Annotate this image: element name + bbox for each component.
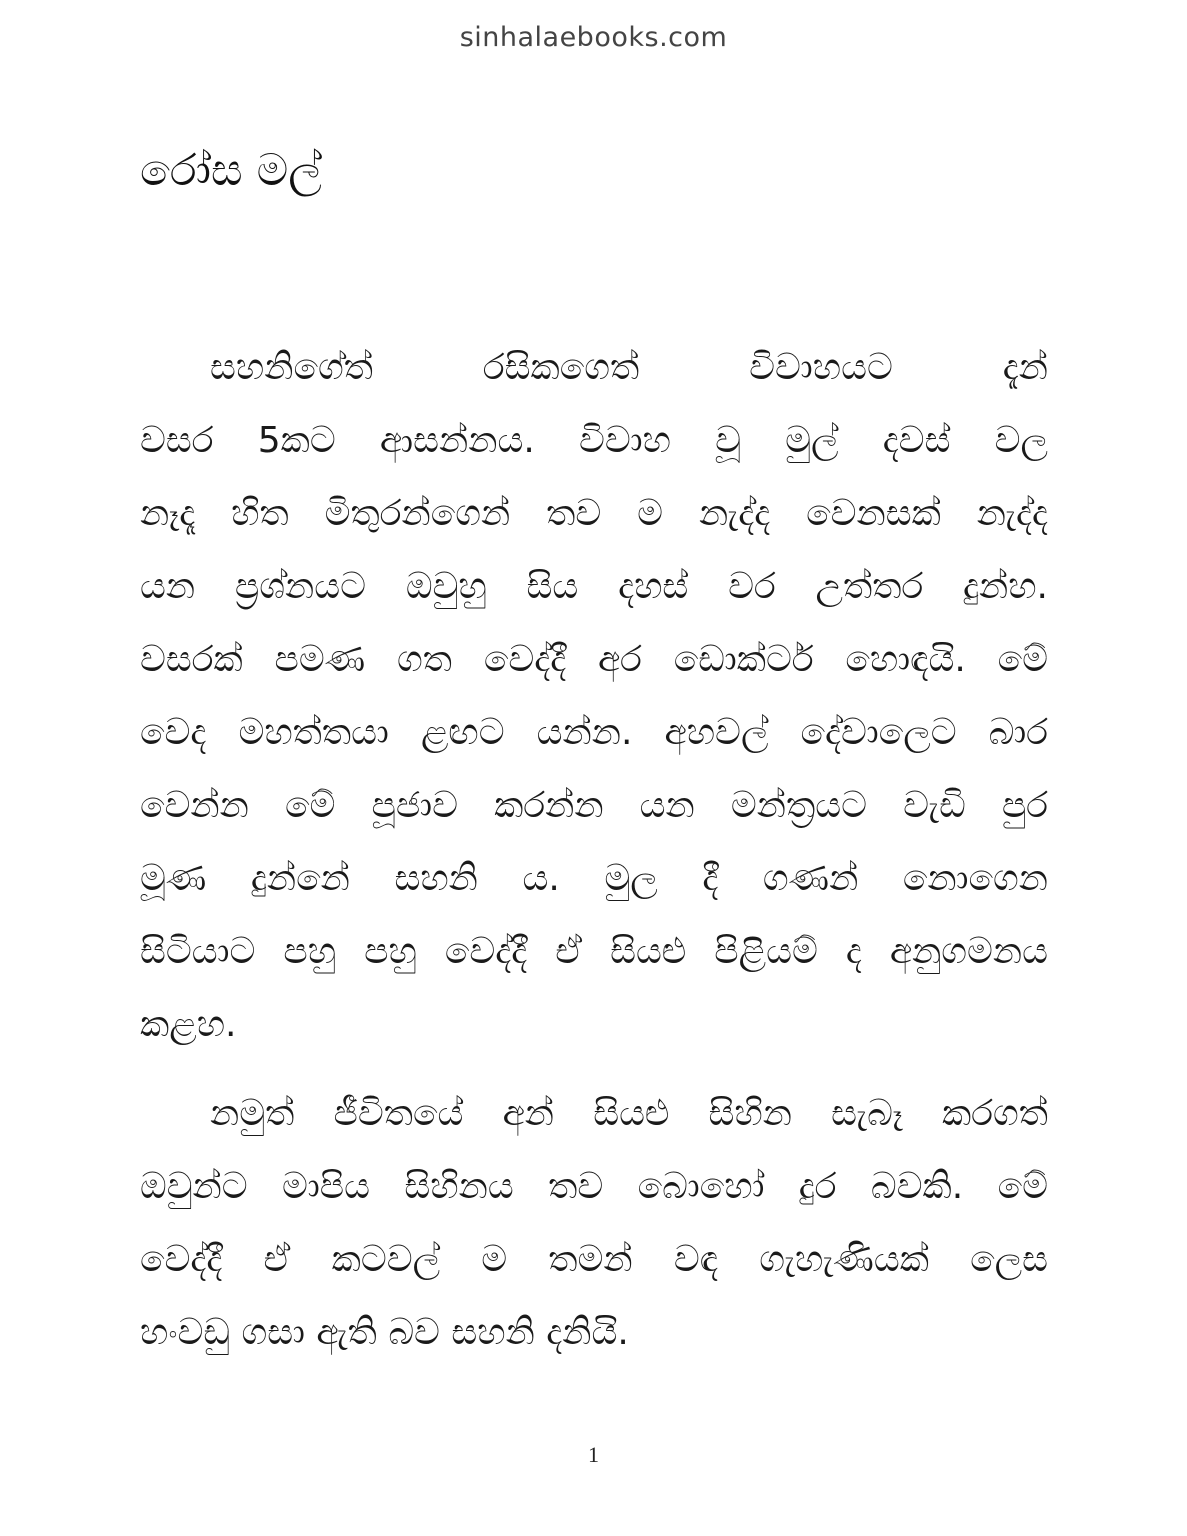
text-line: වෙද මහත්තයා ළඟට යන්න. අහවල් දේවාලෙට බාර <box>140 712 1048 753</box>
story-body <box>140 338 1048 1376</box>
text-line: කළහ. <box>140 1004 237 1045</box>
text-line: හංවඩු ගසා ඇති බව සහනි දනියි. <box>140 1312 629 1353</box>
text-line: ඔවුන්ට මාපිය සිහිනය තව බොහෝ දුර බවකි. මේ <box>140 1166 1048 1207</box>
text-line: වෙද්දී ඒ කටවල් ම තමන් වඳ ගැහැණියක් ලෙස <box>140 1239 1048 1280</box>
text-line: වෙන්න මේ පූජාව කරන්න යන මන්ත්‍රයට වැඩි පුර <box>140 785 1048 826</box>
text-line: නෑදෑ හිත මිතුරන්ගෙන් තව ම නැද්ද වෙනසක් නැද්ද <box>140 493 1048 534</box>
text-line: වසරක් පමණ ගත වෙද්දී අර ඩොක්ටර් හොඳයි. මේ <box>140 639 1048 680</box>
story-title: රෝස මල් <box>140 145 322 196</box>
text-line: වසර 5කට ආසන්නය. විවාහ වූ මුල් දවස් වල <box>140 420 1048 461</box>
paragraph-2 <box>140 1084 1048 1376</box>
text-line: මූණ දුන්නේ සහනි ය. මුල දී ගණන් නොගෙන <box>140 858 1048 899</box>
paragraph-1 <box>140 338 1048 1068</box>
text-line: සහනිගේත් රසිකගෙත් විවාහයට දැන් <box>210 347 1048 388</box>
text-line: නමුත් ජීවිතයේ අන් සියළු සිහින සැබෑ කරගත් <box>210 1093 1048 1134</box>
site-watermark-header: sinhalaebooks.com <box>459 22 728 53</box>
text-line: යන ප්‍රශ්නයට ඔවුහු සිය දහස් වර උත්තර දුන්හ. <box>140 566 1048 607</box>
text-line: සිටියාට පහු පහු වෙද්දී ඒ සියළු පිළියම් ද අනුගමනය <box>140 931 1048 972</box>
page-number: 1 <box>588 1442 599 1467</box>
